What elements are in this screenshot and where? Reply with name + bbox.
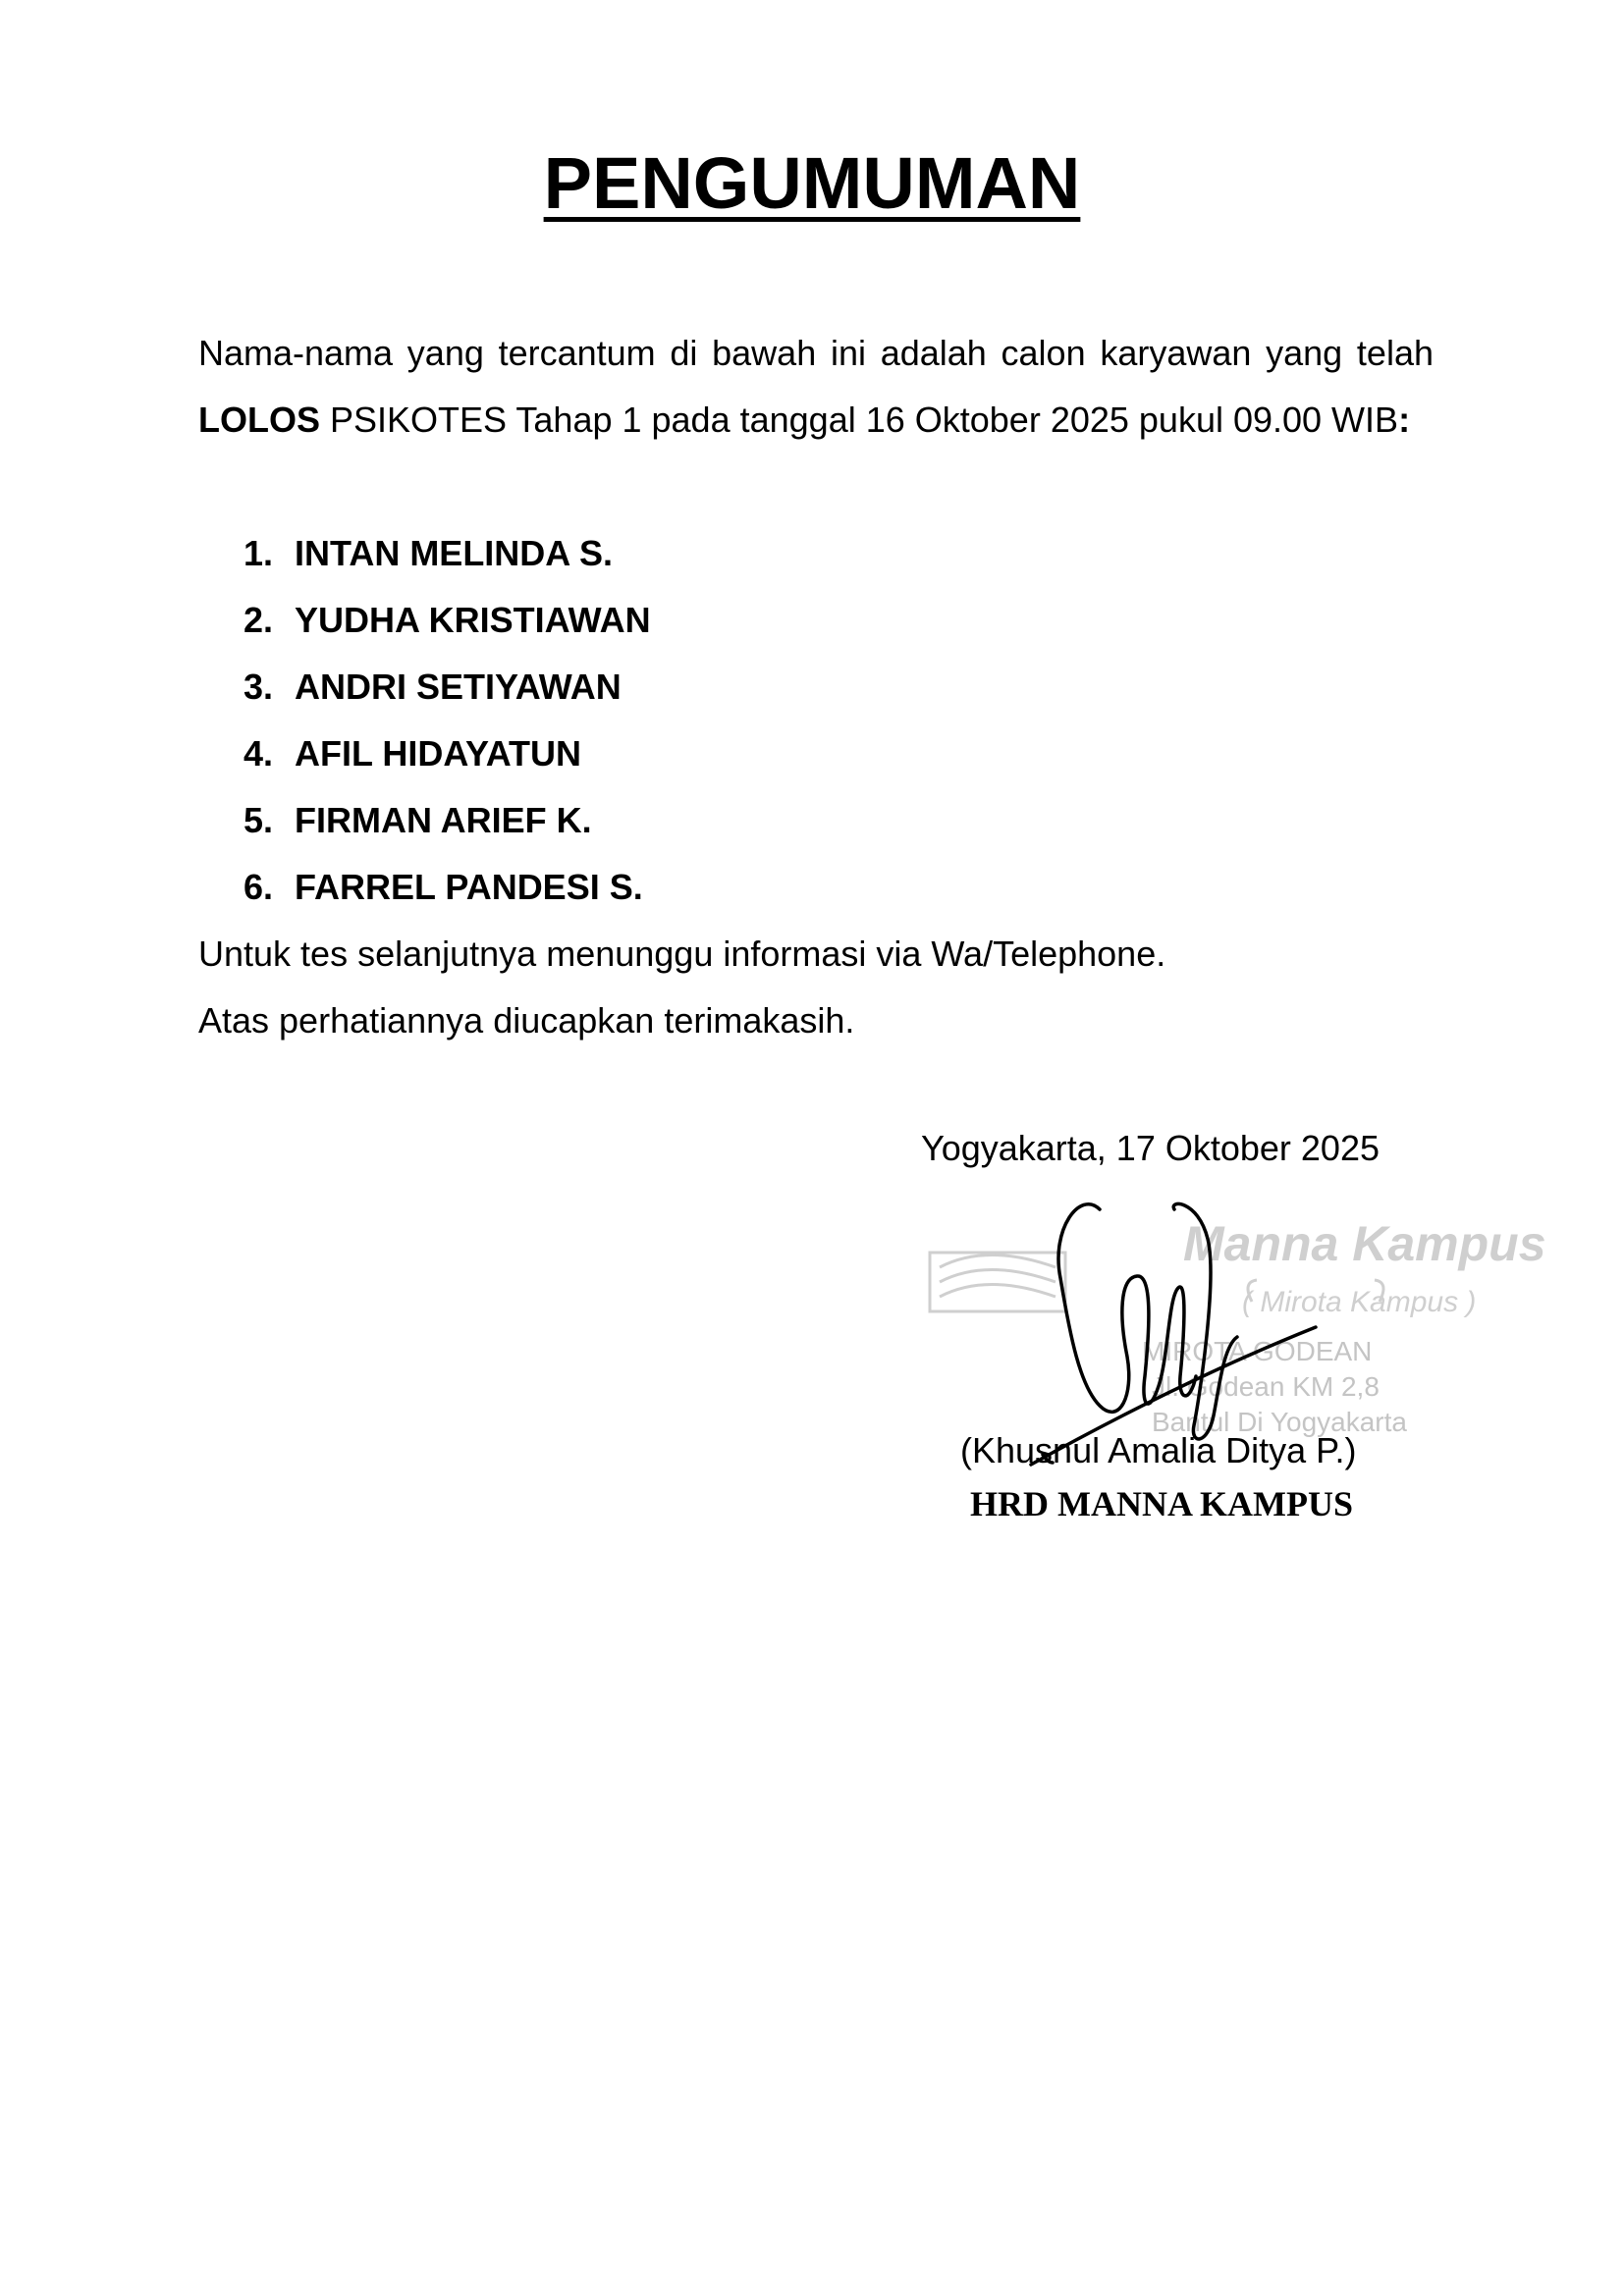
candidate-name: YUDHA KRISTIAWAN [295, 600, 651, 640]
list-number: 4. [244, 733, 274, 774]
list-number: 5. [244, 800, 274, 840]
candidate-name: FARREL PANDESI S. [295, 867, 643, 907]
stamp-brand: Manna Kampus [1183, 1216, 1546, 1271]
intro-text: Nama-nama yang tercantum di bawah ini adalah calon karyawan yang telah [198, 333, 1434, 373]
list-number: 1. [244, 533, 274, 573]
intro-colon: : [1398, 400, 1411, 440]
intro-bold-text: LOLOS [198, 400, 320, 440]
list-item [244, 787, 651, 854]
candidate-name: INTAN MELINDA S. [295, 533, 613, 573]
stamp-line-3: Bantul Di Yogyakarta [1152, 1407, 1407, 1437]
candidate-name: FIRMAN ARIEF K. [295, 800, 592, 840]
candidate-name: ANDRI SETIYAWAN [295, 667, 622, 707]
intro-paragraph [198, 320, 1434, 454]
page-title-text: PENGUMUMAN [543, 142, 1081, 224]
stamp-sub-brand: ( Mirota Kampus ) [1242, 1286, 1477, 1318]
list-item [244, 520, 651, 587]
page-title [0, 142, 1624, 224]
place-date: Yogyakarta, 17 Oktober 2025 [921, 1128, 1380, 1168]
stamp-line-2: Jl. Godean KM 2,8 [1152, 1371, 1380, 1402]
candidate-name: AFIL HIDAYATUN [295, 733, 582, 774]
list-number: 2. [244, 600, 274, 640]
list-item [244, 721, 651, 787]
list-item [244, 587, 651, 654]
intro-text-end: PSIKOTES Tahap 1 pada tanggal 16 Oktober 2025 pukul 09.00 WIB [320, 400, 1399, 440]
list-item [244, 854, 651, 921]
signer-name: (Khusnul Amalia Ditya P.) [960, 1430, 1357, 1470]
candidate-list [244, 520, 651, 921]
closing-line-1: Untuk tes selanjutnya menunggu informasi via Wa/Telephone. [198, 934, 1166, 974]
list-number: 3. [244, 667, 274, 707]
list-number: 6. [244, 867, 274, 907]
closing-line-2: Atas perhatiannya diucapkan terimakasih. [198, 1000, 855, 1041]
list-item [244, 654, 651, 721]
stamp-line-1: MIROTA GODEAN [1142, 1336, 1373, 1366]
signer-title: HRD MANNA KAMPUS [970, 1484, 1353, 1523]
